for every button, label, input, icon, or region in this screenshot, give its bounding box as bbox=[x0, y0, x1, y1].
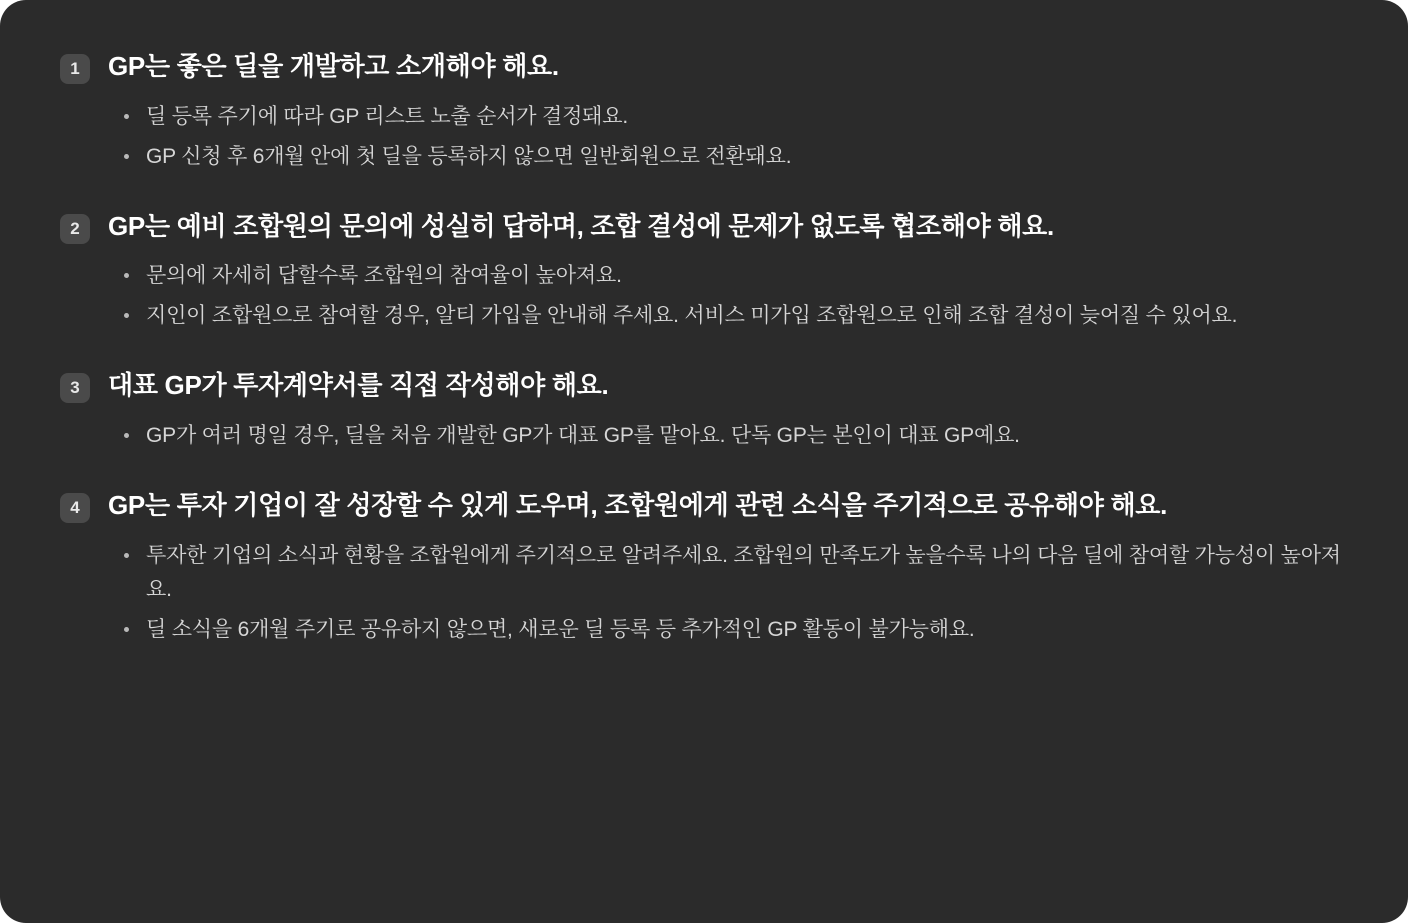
section-3-bullet-list bbox=[60, 419, 1348, 453]
list-item: 지인이 조합원으로 참여할 경우, 알티 가입을 안내해 주세요. 서비스 미가입 조합원으로 인해 조합 결성이 늦어질 수 있어요. bbox=[122, 299, 1348, 333]
list-item: 문의에 자세히 답할수록 조합원의 참여율이 높아져요. bbox=[122, 259, 1348, 293]
section-2-bullet-list bbox=[60, 259, 1348, 333]
section-2-heading-row bbox=[60, 208, 1348, 246]
section-4-bullet-list bbox=[60, 539, 1348, 647]
section-2-heading: GP는 예비 조합원의 문의에 성실히 답하며, 조합 결성에 문제가 없도록 협조해야 해요. bbox=[108, 210, 1054, 241]
section-1-heading-row bbox=[60, 48, 1348, 86]
section-2 bbox=[60, 208, 1348, 334]
section-4-heading-row bbox=[60, 487, 1348, 525]
section-4-number-badge: 4 bbox=[60, 493, 90, 523]
list-item: 딜 소식을 6개월 주기로 공유하지 않으면, 새로운 딜 등록 등 추가적인 GP 활동이 불가능해요. bbox=[122, 613, 1348, 647]
section-4-heading: GP는 투자 기업이 잘 성장할 수 있게 도우며, 조합원에게 관련 소식을 주기적으로 공유해야 해요. bbox=[108, 490, 1168, 521]
section-4 bbox=[60, 487, 1348, 647]
section-2-number-badge: 2 bbox=[60, 214, 90, 244]
section-1-number-badge: 1 bbox=[60, 54, 90, 84]
section-3-heading: 대표 GP가 투자계약서를 직접 작성해야 해요. bbox=[108, 370, 609, 401]
section-1-bullet-list bbox=[60, 100, 1348, 174]
list-item: GP 신청 후 6개월 안에 첫 딜을 등록하지 않으면 일반회원으로 전환돼요. bbox=[122, 140, 1348, 174]
list-item: 딜 등록 주기에 따라 GP 리스트 노출 순서가 결정돼요. bbox=[122, 100, 1348, 134]
section-1-heading: GP는 좋은 딜을 개발하고 소개해야 해요. bbox=[108, 51, 559, 81]
list-item: 투자한 기업의 소식과 현황을 조합원에게 주기적으로 알려주세요. 조합원의 만족도가 높을수록 나의 다음 딜에 참여할 가능성이 높아져요. bbox=[122, 539, 1348, 607]
section-1 bbox=[60, 48, 1348, 174]
section-3 bbox=[60, 367, 1348, 453]
list-item: GP가 여러 명일 경우, 딜을 처음 개발한 GP가 대표 GP를 맡아요. 단독 GP는 본인이 대표 GP예요. bbox=[122, 419, 1348, 453]
section-3-number-badge: 3 bbox=[60, 373, 90, 403]
section-3-heading-row bbox=[60, 367, 1348, 405]
